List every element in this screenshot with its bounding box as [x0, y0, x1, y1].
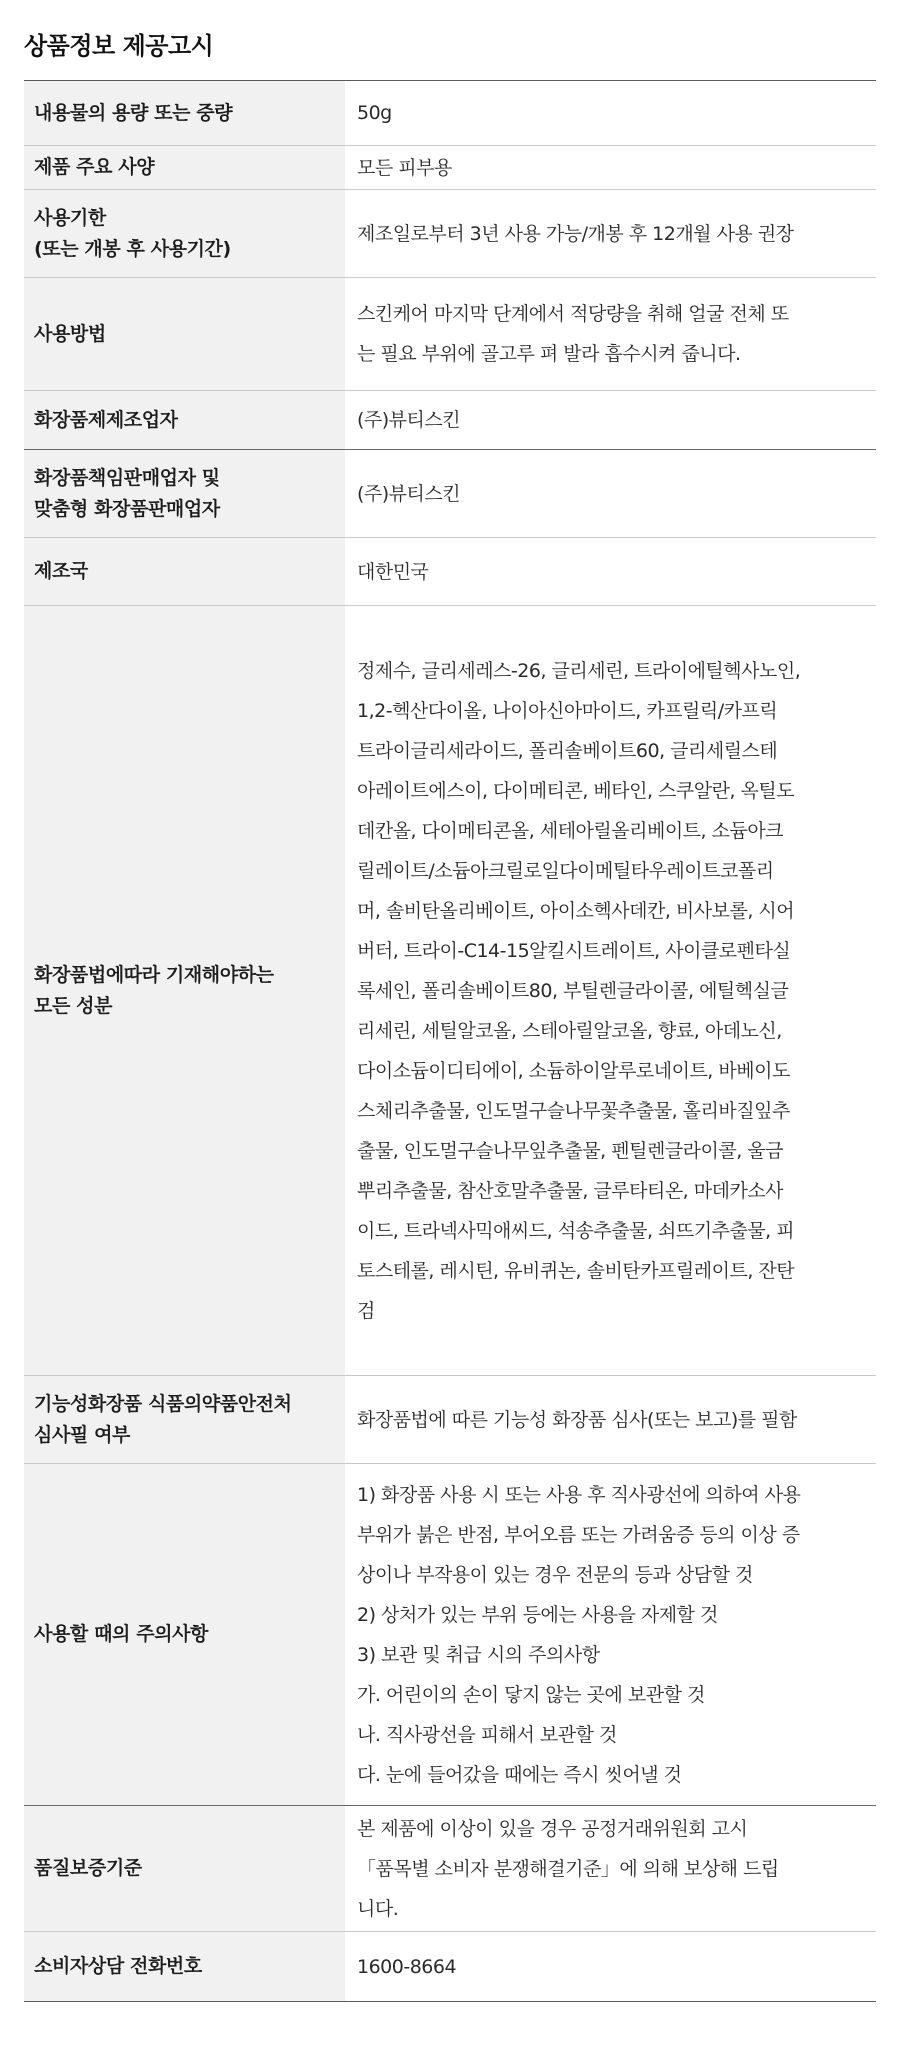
table-row — [24, 450, 876, 538]
table-row — [24, 278, 876, 391]
table-row — [24, 1464, 876, 1806]
row-label: 내용물의 용량 또는 중량 — [24, 81, 345, 146]
row-value: 모든 피부용 — [345, 146, 876, 190]
table-row — [24, 538, 876, 606]
row-value: 화장품법에 따른 기능성 화장품 심사(또는 보고)를 필함 — [345, 1376, 876, 1464]
row-label: 제품 주요 사양 — [24, 146, 345, 190]
row-value: 1) 화장품 사용 시 또는 사용 후 직사광선에 의하여 사용 부위가 붉은 반점, 부어오름 또는 가려움증 등의 이상 증 상이나 부작용이 있는 경우 전문의 등과 상담할 것 2) 상처가 있는 부위 등에는 사용을 자제할 것 3) 보관 및 취급 시의 주의사항 가. 어린이의 손이 닿지 않는 곳에 보관할 것 나. 직사광선을 피해서 보관할 것 다. 눈에 들어갔을 때에는 즉시 씻어낼 것 — [345, 1464, 876, 1806]
row-value: (주)뷰티스킨 — [345, 450, 876, 538]
row-label: 화장품제제조업자 — [24, 391, 345, 450]
product-info-table — [24, 80, 876, 2002]
table-row — [24, 391, 876, 450]
row-label: 사용방법 — [24, 278, 345, 391]
row-value: 대한민국 — [345, 538, 876, 606]
row-value: 본 제품에 이상이 있을 경우 공정거래위원회 고시 「품목별 소비자 분쟁해결기준」에 의해 보상해 드립 니다. — [345, 1806, 876, 1932]
row-label: 사용할 때의 주의사항 — [24, 1464, 345, 1806]
table-row — [24, 606, 876, 1376]
table-row — [24, 81, 876, 146]
row-value: 스킨케어 마지막 단계에서 적당량을 취해 얼굴 전체 또 는 필요 부위에 골고루 펴 발라 흡수시켜 줍니다. — [345, 278, 876, 391]
table-row — [24, 1806, 876, 1932]
row-label: 소비자상담 전화번호 — [24, 1932, 345, 2002]
table-row — [24, 190, 876, 278]
row-label: 화장품책임판매업자 및 맞춤형 화장품판매업자 — [24, 450, 345, 538]
row-value: 정제수, 글리세레스-26, 글리세린, 트라이에틸헥사노인, 1,2-헥산다이올, 나이아신아마이드, 카프릴릭/카프릭 트라이글리세라이드, 폴리솔베이트60, 글리세릴스테 아레이트에스이, 다이메티콘, 베타인, 스쿠알란, 옥틸도 데칸올, 다이메티콘올, 세테아릴올리베이트, 소듐아크 릴레이트/소듐아크릴로일다이메틸타우레이트코폴리 머, 솔비탄올리베이트, 아이소헥사데칸, 비사보롤, 시어 버터, 트라이-C14-15알킬시트레이트, 사이클로펜타실 록세인, 폴리솔베이트80, 부틸렌글라이콜, 에틸헥실글 리세린, 세틸알코올, 스테아릴알코올, 향료, 아데노신, 다이소듐이디티에이, 소듐하이알루로네이트, 바베이도 스체리추출물, 인도멀구슬나무꽃추출물, 홀리바질잎추 출물, 인도멀구슬나무잎추출물, 펜틸렌글라이콜, 울금 뿌리추출물, 참산호말추출물, 글루타티온, 마데카소사 이드, 트라넥사믹애씨드, 석송추출물, 쇠뜨기추출물, 피 토스테롤, 레시틴, 유비퀴논, 솔비탄카프릴레이트, 잔탄 검 — [345, 606, 876, 1376]
row-label: 제조국 — [24, 538, 345, 606]
row-label: 기능성화장품 식품의약품안전처 심사필 여부 — [24, 1376, 345, 1464]
page-title: 상품정보 제공고시 — [24, 32, 214, 60]
table-row — [24, 1932, 876, 2002]
row-value: 제조일로부터 3년 사용 가능/개봉 후 12개월 사용 권장 — [345, 190, 876, 278]
table-row — [24, 146, 876, 190]
row-label: 품질보증기준 — [24, 1806, 345, 1932]
row-label: 사용기한 (또는 개봉 후 사용기간) — [24, 190, 345, 278]
table-row — [24, 1376, 876, 1464]
row-value: 50g — [345, 81, 876, 146]
row-value: (주)뷰티스킨 — [345, 391, 876, 450]
row-value: 1600-8664 — [345, 1932, 876, 2002]
row-label: 화장품법에따라 기재해야하는 모든 성분 — [24, 606, 345, 1376]
